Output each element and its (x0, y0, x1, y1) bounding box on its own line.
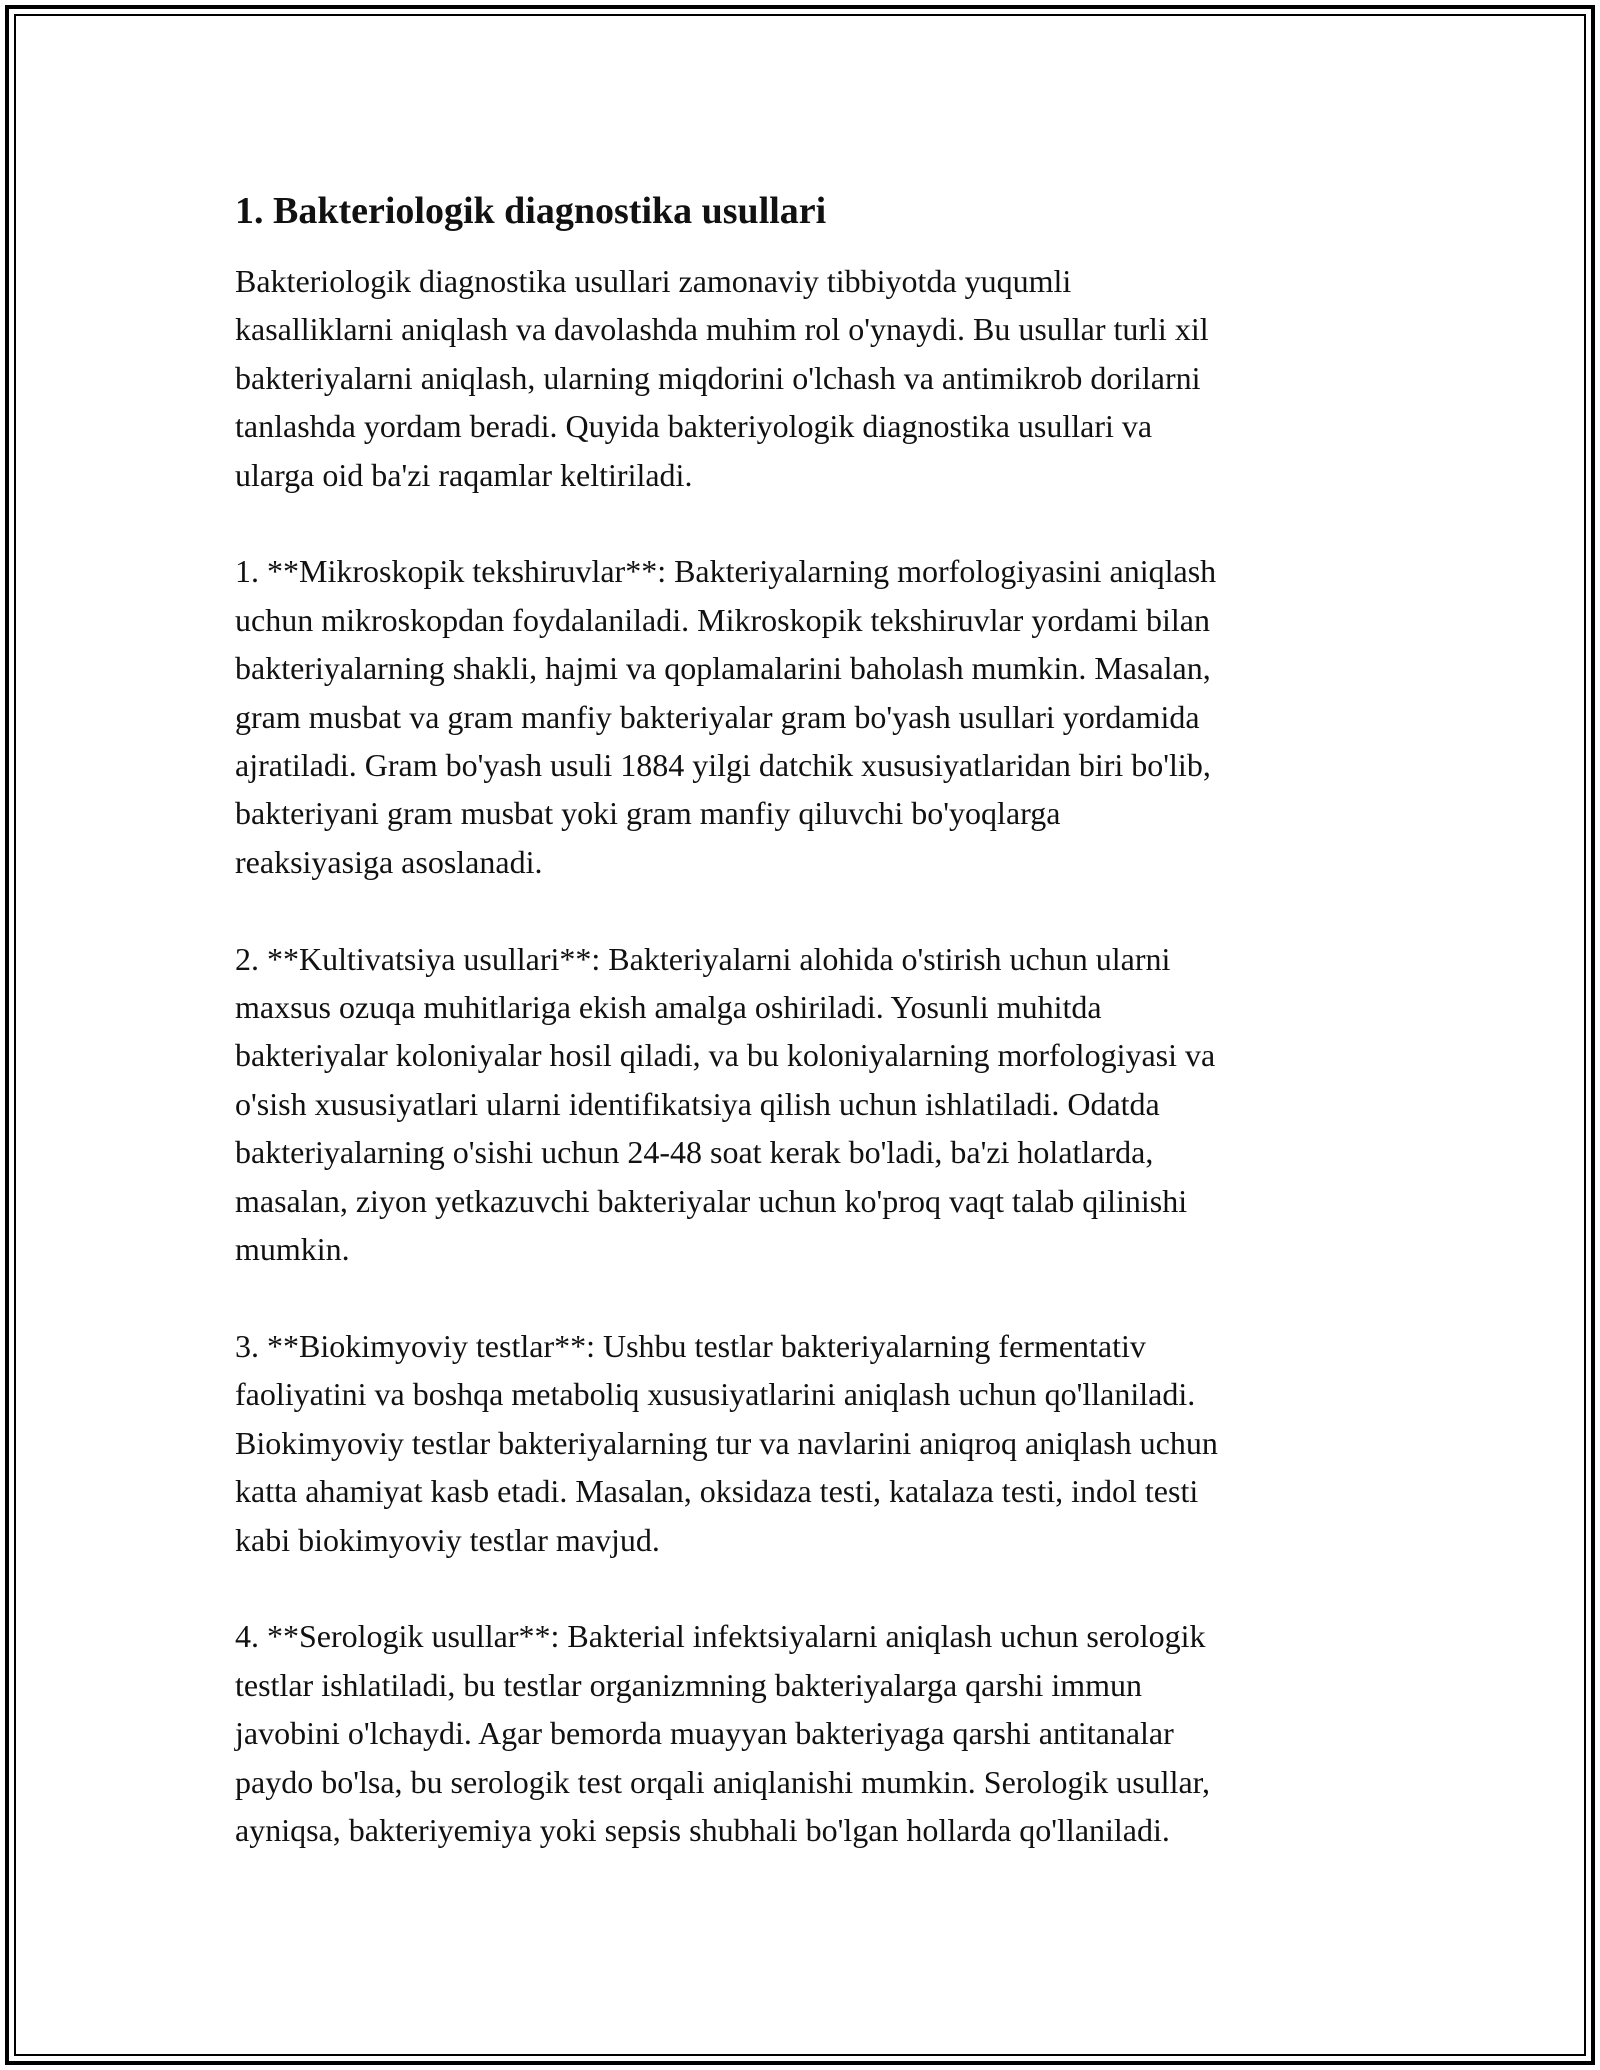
text-line: tanlashda yordam beradi. Quyida bakteriyologik diagnostika usullari va (235, 408, 1153, 445)
text-line: 3. **Biokimyoviy testlar**: Ushbu testlar bakteriyalarning fermentativ (235, 1327, 1146, 1364)
text-line: ayniqsa, bakteriyemiya yoki sepsis shubhali bo'lgan hollarda qo'llaniladi. (235, 1811, 1170, 1848)
text-line: 2. **Kultivatsiya usullari**: Bakteriyalarni alohida o'stirish uchun ularni (235, 940, 1171, 977)
microscopy-paragraph (235, 547, 1365, 886)
text-line: uchun mikroskopdan foydalaniladi. Mikroskopik tekshiruvlar yordami bilan (235, 601, 1210, 638)
text-line: bakteriyalar koloniyalar hosil qiladi, va bu koloniyalarning morfologiyasi va (235, 1037, 1216, 1074)
text-line: 1. **Mikroskopik tekshiruvlar**: Bakteriyalarning morfologiyasini aniqlash (235, 553, 1217, 590)
text-line: mumkin. (235, 1231, 350, 1268)
text-line: o'sish xususiyatlari ularni identifikatsiya qilish uchun ishlatiladi. Odatda (235, 1085, 1160, 1122)
text-line: javobini o'lchaydi. Agar bemorda muayyan bakteriyaga qarshi antitanalar (235, 1715, 1174, 1752)
text-line: reaksiyasiga asoslanadi. (235, 843, 543, 880)
text-line: katta ahamiyat kasb etadi. Masalan, oksidaza testi, katalaza testi, indol testi (235, 1473, 1199, 1510)
text-line: bakteriyani gram musbat yoki gram manfiy qiluvchi bo'yoqlarga (235, 795, 1061, 832)
text-line: ularga oid ba'zi raqamlar keltiriladi. (235, 456, 693, 493)
text-line: ajratiladi. Gram bo'yash usuli 1884 yilgi datchik xususiyatlaridan biri bo'lib, (235, 747, 1211, 784)
text-line: bakteriyalarni aniqlash, ularning miqdorini o'lchash va antimikrob dorilarni (235, 359, 1201, 396)
text-line: gram musbat va gram manfiy bakteriyalar gram bo'yash usullari yordamida (235, 698, 1200, 735)
text-line: bakteriyalarning shakli, hajmi va qoplamalarini baholash mumkin. Masalan, (235, 650, 1211, 687)
document-heading: 1. Bakteriologik diagnostika usullari (235, 190, 827, 232)
text-line: kabi biokimyoviy testlar mavjud. (235, 1521, 660, 1558)
document-body (235, 185, 1365, 1903)
text-line: faoliyatini va boshqa metaboliq xususiyatlarini aniqlash uchun qo'llaniladi. (235, 1376, 1196, 1413)
text-line: 4. **Serologik usullar**: Bakterial infektsiyalarni aniqlash uchun serologik (235, 1618, 1206, 1655)
text-line: Biokimyoviy testlar bakteriyalarning tur va navlarini aniqroq aniqlash uchun (235, 1424, 1218, 1461)
cultivation-paragraph (235, 935, 1365, 1274)
text-line: masalan, ziyon yetkazuvchi bakteriyalar uchun ko'proq vaqt talab qilinishi (235, 1182, 1188, 1219)
text-line: testlar ishlatiladi, bu testlar organizmning bakteriyalarga qarshi immun (235, 1666, 1143, 1703)
text-line: kasalliklarni aniqlash va davolashda muhim rol o'ynaydi. Bu usullar turli xil (235, 311, 1209, 348)
biochemical-paragraph (235, 1322, 1365, 1564)
text-line: bakteriyalarning o'sishi uchun 24-48 soat kerak bo'ladi, ba'zi holatlarda, (235, 1134, 1154, 1171)
intro-paragraph (235, 257, 1365, 499)
text-line: maxsus ozuqa muhitlariga ekish amalga oshiriladi. Yosunli muhitda (235, 989, 1102, 1026)
text-line: paydo bo'lsa, bu serologik test orqali aniqlanishi mumkin. Serologik usullar, (235, 1763, 1211, 1800)
serology-paragraph (235, 1612, 1365, 1854)
text-line: Bakteriologik diagnostika usullari zamonaviy tibbiyotda yuqumli (235, 263, 1072, 299)
